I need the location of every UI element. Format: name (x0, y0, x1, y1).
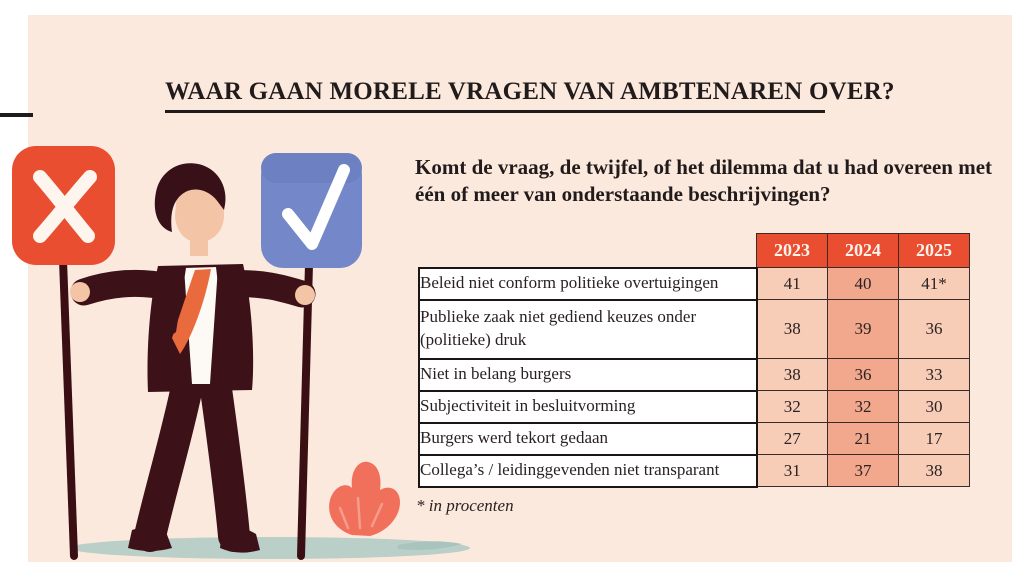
value-2025: 41* (899, 268, 970, 300)
value-2025: 30 (899, 391, 970, 423)
value-2025: 36 (899, 300, 970, 359)
value-2024: 36 (828, 359, 899, 391)
table-row (419, 268, 970, 300)
value-2024: 32 (828, 391, 899, 423)
footnote: * in procenten (416, 496, 514, 515)
header-year-2025: 2025 (899, 234, 970, 268)
value-2023: 41 (757, 268, 828, 300)
value-2024: 37 (828, 455, 899, 487)
right-hand (295, 285, 315, 305)
value-2025: 38 (899, 455, 970, 487)
value-2023: 38 (757, 300, 828, 359)
row-label: Burgers werd tekort gedaan (419, 423, 757, 455)
right-sign-pole (301, 264, 309, 556)
table-header-row (419, 234, 970, 268)
value-2023: 27 (757, 423, 828, 455)
left-sign-pole (63, 260, 74, 556)
results-table (418, 233, 970, 488)
x-mark-icon (12, 146, 115, 265)
right-shoe (220, 528, 260, 553)
table-row (419, 455, 970, 487)
value-2023: 38 (757, 359, 828, 391)
check-mark-icon (261, 153, 362, 268)
row-label: Niet in belang burgers (419, 359, 757, 391)
value-2024: 21 (828, 423, 899, 455)
table-row (419, 359, 970, 391)
bush-decoration (329, 462, 400, 536)
value-2025: 33 (899, 359, 970, 391)
table-row (419, 423, 970, 455)
left-hand (70, 282, 90, 302)
header-year-2024: 2024 (828, 234, 899, 268)
page-title: WAAR GAAN MORELE VRAGEN VAN AMBTENAREN OVER? (165, 78, 825, 113)
value-2023: 31 (757, 455, 828, 487)
value-2023: 32 (757, 391, 828, 423)
table-row (419, 300, 970, 359)
header-year-2023: 2023 (757, 234, 828, 268)
header-empty-cell (419, 234, 757, 268)
row-label: Publieke zaak niet gediend keuzes onder (politieke) druk (419, 300, 757, 359)
value-2024: 39 (828, 300, 899, 359)
row-label: Collega’s / leidinggevenden niet transparant (419, 455, 757, 487)
decorative-left-line (0, 113, 33, 117)
row-label: Beleid niet conform politieke overtuigingen (419, 268, 757, 300)
table-row (419, 391, 970, 423)
value-2024: 40 (828, 268, 899, 300)
value-2025: 17 (899, 423, 970, 455)
row-label: Subjectiviteit in besluitvorming (419, 391, 757, 423)
survey-question: Komt de vraag, de twijfel, of het dilemma dat u had overeen met één of meer van onderstaande beschrijvingen? (415, 155, 993, 207)
